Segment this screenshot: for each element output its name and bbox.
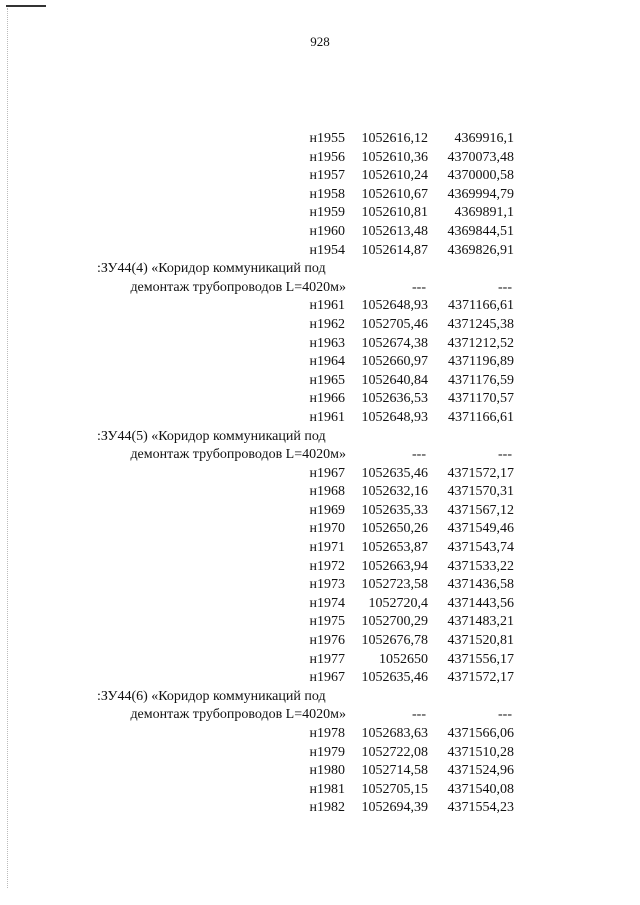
point-id: н1970 [309, 521, 345, 537]
table-row [0, 372, 640, 391]
point-id: н1973 [309, 577, 345, 593]
point-id: н1966 [309, 391, 345, 407]
point-id: н1981 [309, 781, 345, 797]
coord-x: 1052683,63 [361, 726, 428, 741]
table-row [0, 502, 640, 521]
coord-x: 1052613,48 [361, 223, 428, 239]
table-row [0, 669, 640, 688]
table-row [0, 539, 640, 558]
point-id: н1965 [309, 372, 345, 388]
point-id: н1967 [309, 465, 345, 481]
table-row [0, 204, 640, 223]
coord-x: 1052610,67 [361, 186, 428, 202]
coord-x: 1052632,16 [361, 484, 428, 500]
point-id: н1962 [309, 316, 345, 332]
section-title-row [0, 260, 640, 279]
table-row [0, 595, 640, 614]
point-id: н1954 [309, 242, 345, 258]
coord-y: 4370073,48 [447, 149, 514, 165]
table-row [0, 223, 640, 242]
coord-y: 4371567,12 [447, 502, 514, 518]
coord-y: 4369994,79 [447, 186, 514, 202]
table-row [0, 130, 640, 149]
coord-x: 1052653,87 [361, 540, 428, 556]
dash-x: --- [412, 279, 426, 295]
coord-y: 4371572,17 [447, 670, 514, 686]
section-title: :ЗУ44(6) «Коридор коммуникаций под [97, 688, 326, 704]
coord-y: 4369891,1 [454, 205, 514, 221]
coord-x: 1052705,46 [361, 316, 428, 332]
table-row [0, 483, 640, 502]
point-id: н1959 [309, 205, 345, 221]
table-row [0, 149, 640, 168]
point-id: н1961 [309, 409, 345, 425]
coord-y: 4371212,52 [447, 335, 514, 351]
coord-x: 1052635,46 [361, 465, 428, 481]
table-row [0, 520, 640, 539]
point-id: н1961 [309, 298, 345, 314]
point-id: н1976 [309, 633, 345, 649]
point-id: н1967 [309, 670, 345, 686]
section-title-row [0, 688, 640, 707]
scan-mark [6, 5, 46, 7]
coord-y: 4369916,1 [454, 131, 514, 146]
table-row [0, 613, 640, 632]
coord-x: 1052635,33 [361, 502, 428, 518]
table-row [0, 725, 640, 744]
coord-x: 1052705,15 [361, 781, 428, 797]
coord-y: 4371196,89 [448, 354, 514, 370]
coord-x: 1052610,81 [361, 205, 428, 221]
coord-y: 4370000,58 [447, 168, 514, 184]
coord-x: 1052674,38 [361, 335, 428, 351]
dash-y: --- [498, 279, 512, 295]
table-row [0, 632, 640, 651]
table-row [0, 335, 640, 354]
dash-y: --- [498, 707, 512, 723]
coord-y: 4371549,46 [447, 521, 514, 537]
section-title: :ЗУ44(4) «Коридор коммуникаций под [97, 261, 326, 277]
point-id: н1982 [309, 800, 345, 816]
coord-y: 4371170,57 [448, 391, 514, 407]
point-id: н1980 [309, 763, 345, 779]
coord-x: 1052714,58 [361, 763, 428, 779]
point-id: н1979 [309, 744, 345, 760]
coord-x: 1052650,26 [361, 521, 428, 537]
table-row [0, 781, 640, 800]
point-id: н1975 [309, 614, 345, 630]
coord-x: 1052700,29 [361, 614, 428, 630]
section-subtitle: демонтаж трубопроводов L=4020м» [130, 447, 346, 463]
coord-y: 4371572,17 [447, 465, 514, 481]
table-row [0, 744, 640, 763]
coord-x: 1052722,08 [361, 744, 428, 760]
page-number: 928 [310, 34, 330, 49]
point-id: н1972 [309, 558, 345, 574]
coord-y: 4371570,31 [447, 484, 514, 500]
coord-y: 4371554,23 [447, 800, 514, 816]
section-subtitle-row [0, 279, 640, 298]
coord-y: 4371510,28 [447, 744, 514, 760]
point-id: н1957 [309, 168, 345, 184]
coord-x: 1052694,39 [361, 800, 428, 816]
coord-x: 1052610,24 [361, 168, 428, 184]
coord-x: 1052636,53 [361, 391, 428, 407]
coord-x: 1052640,84 [361, 372, 428, 388]
point-id: н1955 [309, 131, 345, 146]
coord-y: 4371540,08 [447, 781, 514, 797]
section-subtitle: демонтаж трубопроводов L=4020м» [130, 707, 346, 723]
coord-y: 4371566,06 [447, 726, 514, 741]
coordinate-table [0, 130, 640, 818]
table-row [0, 762, 640, 781]
point-id: н1974 [309, 595, 345, 611]
coord-y: 4371166,61 [448, 298, 514, 314]
coord-y: 4371436,58 [447, 577, 514, 593]
coord-y: 4371443,56 [447, 595, 514, 611]
section-title-row [0, 428, 640, 447]
point-id: н1958 [309, 186, 345, 202]
section-title: :ЗУ44(5) «Коридор коммуникаций под [97, 428, 326, 444]
coord-y: 4371556,17 [447, 651, 514, 667]
point-id: н1978 [309, 726, 345, 741]
point-id: н1969 [309, 502, 345, 518]
coord-x: 1052614,87 [361, 242, 428, 258]
table-row [0, 576, 640, 595]
coord-y: 4371543,74 [447, 540, 514, 556]
table-row [0, 316, 640, 335]
section-subtitle: демонтаж трубопроводов L=4020м» [130, 279, 346, 295]
table-row [0, 799, 640, 818]
table-row [0, 558, 640, 577]
coord-y: 4371524,96 [447, 763, 514, 779]
point-id: н1971 [309, 540, 345, 556]
point-id: н1964 [309, 354, 345, 370]
coord-y: 4371245,38 [447, 316, 514, 332]
coord-x: 1052720,4 [368, 595, 428, 611]
coord-x: 1052650 [379, 651, 428, 667]
table-row [0, 167, 640, 186]
table-row [0, 242, 640, 261]
table-row [0, 390, 640, 409]
section-subtitle-row [0, 706, 640, 725]
point-id: н1963 [309, 335, 345, 351]
point-id: н1956 [309, 149, 345, 165]
coord-x: 1052635,46 [361, 670, 428, 686]
coord-y: 4371483,21 [447, 614, 514, 630]
table-row [0, 297, 640, 316]
coord-x: 1052660,97 [361, 354, 428, 370]
table-row [0, 465, 640, 484]
coord-x: 1052648,93 [361, 409, 428, 425]
coord-y: 4371533,22 [447, 558, 514, 574]
coord-x: 1052616,12 [361, 131, 428, 146]
dash-y: --- [498, 447, 512, 463]
dash-x: --- [412, 447, 426, 463]
coord-x: 1052723,58 [361, 577, 428, 593]
coord-y: 4369826,91 [447, 242, 514, 258]
coord-y: 4371176,59 [448, 372, 514, 388]
table-row [0, 353, 640, 372]
coord-x: 1052648,93 [361, 298, 428, 314]
dash-x: --- [412, 707, 426, 723]
table-row [0, 186, 640, 205]
point-id: н1977 [309, 651, 345, 667]
coord-x: 1052610,36 [361, 149, 428, 165]
point-id: н1968 [309, 484, 345, 500]
coord-x: 1052663,94 [361, 558, 428, 574]
table-row [0, 409, 640, 428]
coord-y: 4371520,81 [447, 633, 514, 649]
coord-y: 4369844,51 [447, 223, 514, 239]
table-row [0, 651, 640, 670]
point-id: н1960 [309, 223, 345, 239]
section-subtitle-row [0, 446, 640, 465]
coord-x: 1052676,78 [361, 633, 428, 649]
coord-y: 4371166,61 [448, 409, 514, 425]
